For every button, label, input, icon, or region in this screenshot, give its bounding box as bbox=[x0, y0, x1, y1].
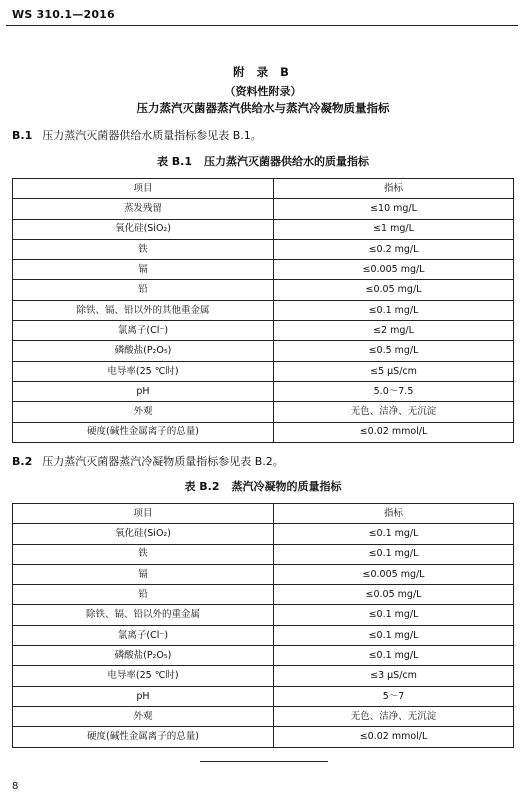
item-cell: 除铁、镉、铅以外的重金属 bbox=[13, 605, 274, 625]
item-cell: 铅 bbox=[13, 585, 274, 605]
item-cell: pH bbox=[13, 381, 274, 401]
indicator-cell: 5.0～7.5 bbox=[274, 381, 514, 401]
indicator-cell: ≤0.1 mg/L bbox=[274, 300, 514, 320]
item-cell: 镉 bbox=[13, 564, 274, 584]
standard-code: WS 310.1—2016 bbox=[12, 8, 115, 21]
appendix-subtitle: （资料性附录） bbox=[224, 85, 302, 98]
table-b1-caption-text: 压力蒸汽灭菌器供给水的质量指标 bbox=[204, 155, 370, 168]
indicator-cell: ≤0.5 mg/L bbox=[274, 341, 514, 361]
table-b1 bbox=[12, 178, 514, 443]
item-cell: 铁 bbox=[13, 239, 274, 259]
table-b2-caption bbox=[0, 478, 526, 494]
table-row bbox=[13, 219, 514, 239]
table-header-row bbox=[13, 179, 514, 199]
table-row bbox=[13, 239, 514, 259]
table-b1-caption bbox=[0, 153, 526, 169]
header-item: 项目 bbox=[13, 504, 274, 524]
table-row bbox=[13, 625, 514, 645]
item-cell: 磷酸盐(P₂O₅) bbox=[13, 646, 274, 666]
table-row bbox=[13, 646, 514, 666]
table-row bbox=[13, 361, 514, 381]
indicator-cell: ≤0.02 mmol/L bbox=[274, 727, 514, 747]
item-cell: 电导率(25 ℃时) bbox=[13, 361, 274, 381]
item-cell: 电导率(25 ℃时) bbox=[13, 666, 274, 686]
item-cell: 蒸发残留 bbox=[13, 199, 274, 219]
table-row bbox=[13, 300, 514, 320]
page-number: 8 bbox=[12, 781, 19, 792]
table-b1-caption-number: 表 B.1 bbox=[156, 155, 193, 168]
header-indicator: 指标 bbox=[274, 179, 514, 199]
item-cell: 硬度(碱性金属离子的总量) bbox=[13, 727, 274, 747]
table-row bbox=[13, 564, 514, 584]
item-cell: 氧化硅(SiO₂) bbox=[13, 219, 274, 239]
header-item: 项目 bbox=[13, 179, 274, 199]
item-cell: 铁 bbox=[13, 544, 274, 564]
indicator-cell: 无色、洁净、无沉淀 bbox=[274, 402, 514, 422]
section-b2-text: 压力蒸汽灭菌器蒸汽冷凝物质量指标参见表 B.2。 bbox=[42, 455, 284, 468]
indicator-cell: ≤3 μS/cm bbox=[274, 666, 514, 686]
table-row bbox=[13, 199, 514, 219]
item-cell: 氯离子(Cl⁻) bbox=[13, 625, 274, 645]
table-row bbox=[13, 321, 514, 341]
item-cell: pH bbox=[13, 686, 274, 706]
indicator-cell: ≤0.1 mg/L bbox=[274, 625, 514, 645]
section-b1-number: B.1 bbox=[12, 129, 33, 142]
table-row bbox=[13, 544, 514, 564]
section-b2 bbox=[12, 453, 284, 469]
section-b1-text: 压力蒸汽灭菌器供给水质量指标参见表 B.1。 bbox=[42, 129, 262, 142]
item-cell: 除铁、镉、铅以外的其他重金属 bbox=[13, 300, 274, 320]
footer-rule bbox=[200, 761, 328, 762]
appendix-heading: 压力蒸汽灭菌器蒸汽供给水与蒸汽冷凝物质量指标 bbox=[136, 101, 390, 115]
indicator-cell: ≤0.005 mg/L bbox=[274, 260, 514, 280]
indicator-cell: ≤5 μS/cm bbox=[274, 361, 514, 381]
indicator-cell: ≤0.1 mg/L bbox=[274, 524, 514, 544]
table-b2 bbox=[12, 503, 514, 748]
indicator-cell: ≤0.1 mg/L bbox=[274, 646, 514, 666]
indicator-cell: ≤0.005 mg/L bbox=[274, 564, 514, 584]
indicator-cell: 5～7 bbox=[274, 686, 514, 706]
indicator-cell: ≤1 mg/L bbox=[274, 219, 514, 239]
table-row bbox=[13, 727, 514, 747]
item-cell: 铅 bbox=[13, 280, 274, 300]
table-row bbox=[13, 706, 514, 726]
table-row bbox=[13, 381, 514, 401]
table-row bbox=[13, 402, 514, 422]
item-cell: 氧化硅(SiO₂) bbox=[13, 524, 274, 544]
table-row bbox=[13, 280, 514, 300]
table-row bbox=[13, 260, 514, 280]
indicator-cell: ≤0.2 mg/L bbox=[274, 239, 514, 259]
table-row bbox=[13, 686, 514, 706]
item-cell: 外观 bbox=[13, 706, 274, 726]
item-cell: 外观 bbox=[13, 402, 274, 422]
item-cell: 氯离子(Cl⁻) bbox=[13, 321, 274, 341]
indicator-cell: 无色、洁净、无沉淀 bbox=[274, 706, 514, 726]
table-row bbox=[13, 605, 514, 625]
table-b2-caption-text: 蒸汽冷凝物的质量指标 bbox=[231, 480, 342, 493]
table-b2-caption-number: 表 B.2 bbox=[184, 480, 220, 493]
indicator-cell: ≤0.1 mg/L bbox=[274, 544, 514, 564]
table-row bbox=[13, 422, 514, 442]
item-cell: 硬度(碱性金属离子的总量) bbox=[13, 422, 274, 442]
table-row bbox=[13, 524, 514, 544]
table-header-row bbox=[13, 504, 514, 524]
table-row bbox=[13, 585, 514, 605]
header-indicator: 指标 bbox=[274, 504, 514, 524]
table-row bbox=[13, 666, 514, 686]
indicator-cell: ≤2 mg/L bbox=[274, 321, 514, 341]
table-row bbox=[13, 341, 514, 361]
indicator-cell: ≤0.05 mg/L bbox=[274, 280, 514, 300]
indicator-cell: ≤10 mg/L bbox=[274, 199, 514, 219]
indicator-cell: ≤0.02 mmol/L bbox=[274, 422, 514, 442]
header-rule bbox=[6, 25, 518, 26]
appendix-title: 附 录 B bbox=[233, 65, 293, 79]
indicator-cell: ≤0.1 mg/L bbox=[274, 605, 514, 625]
item-cell: 镉 bbox=[13, 260, 274, 280]
item-cell: 磷酸盐(P₂O₅) bbox=[13, 341, 274, 361]
section-b2-number: B.2 bbox=[12, 455, 33, 468]
indicator-cell: ≤0.05 mg/L bbox=[274, 585, 514, 605]
section-b1 bbox=[12, 127, 262, 143]
